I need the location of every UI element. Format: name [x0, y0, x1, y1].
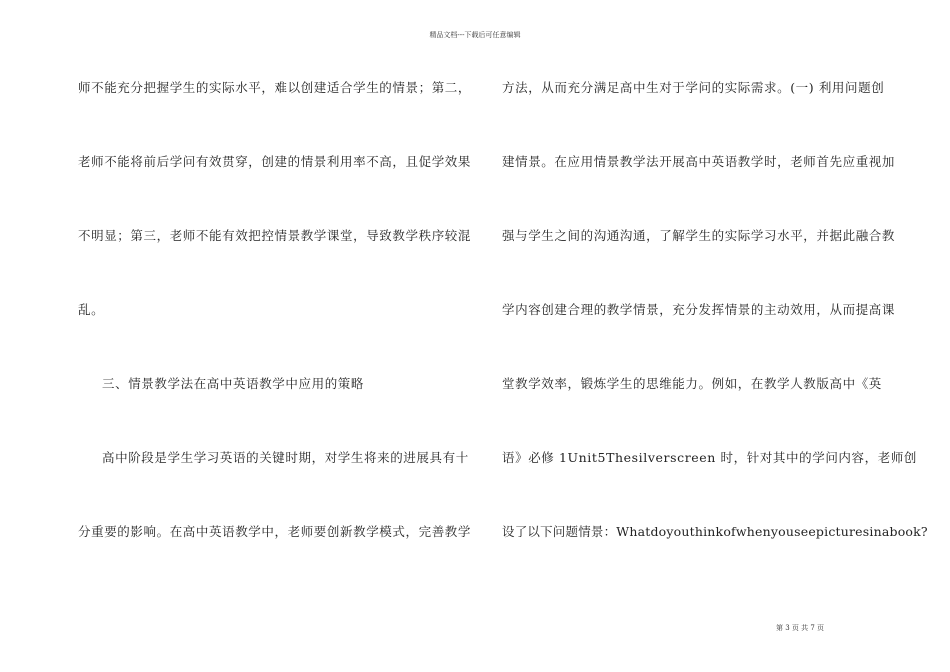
text-line: 分重要的影响。在高中英语教学中，老师要创新教学模式，完善教学 — [78, 524, 472, 539]
text-line: 设了以下问题情景：Whatdoyouthinkofwhenyouseepicturesinabook? — [502, 524, 928, 539]
page-header: 精品文档---下载后可任意编辑 — [429, 31, 521, 39]
section-heading: 三、情景教学法在高中英语教学中应用的策略 — [102, 376, 365, 391]
text-line: 强与学生之间的沟通沟通，了解学生的实际学习水平，并据此融合教 — [502, 228, 896, 243]
text-line: 语》必修 1Unit5Thesilverscreen 时，针对其中的学问内容，老师创 — [502, 450, 918, 465]
text-line: 堂教学效率，锻炼学生的思维能力。例如，在教学人教版高中《英 — [502, 376, 882, 391]
text-line: 老师不能将前后学问有效贯穿，创建的情景利用率不高，且促学效果 — [78, 154, 472, 169]
text-line: 不明显；第三，老师不能有效把控情景教学课堂，导致教学秩序较混 — [78, 228, 472, 243]
text-line: 高中阶段是学生学习英语的关键时期，对学生将来的进展具有十 — [102, 450, 469, 465]
text-line: 学内容创建合理的教学情景，充分发挥情景的主动效用，从而提高课 — [502, 302, 896, 317]
text-line: 师不能充分把握学生的实际水平，难以创建适合学生的情景；第二， — [78, 80, 472, 95]
text-line: 乱。 — [78, 302, 105, 317]
text-line: 方法，从而充分满足高中生对于学问的实际需求。(一) 利用问题创 — [502, 80, 885, 95]
text-line: 建情景。在应用情景教学法开展高中英语教学时，老师首先应重视加 — [502, 154, 896, 169]
page-number: 第 3 页 共 7 页 — [776, 624, 825, 632]
